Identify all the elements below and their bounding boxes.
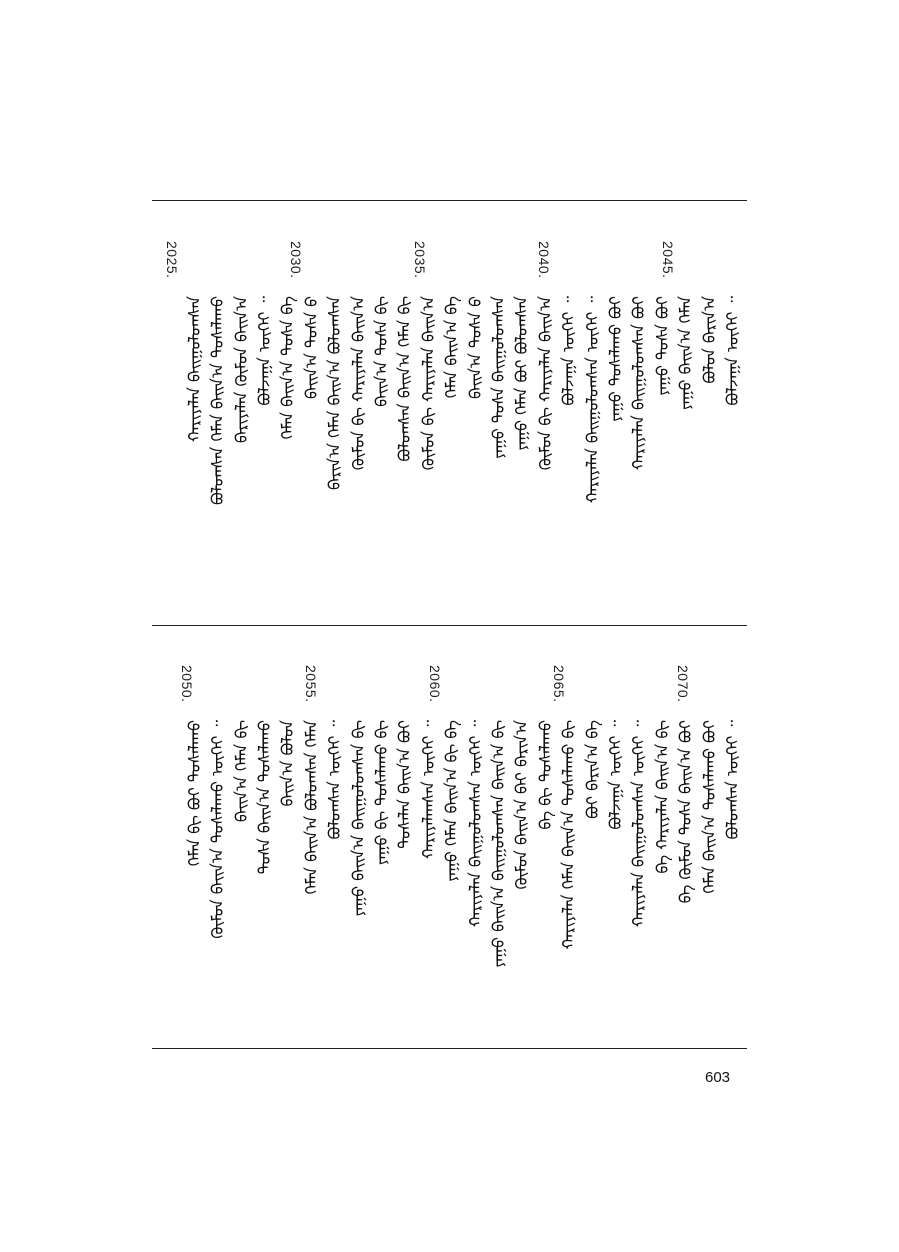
verse-line: ᠶᠠᠭᠤ ᠬᠡᠮᠡᠨ ᠪᠠᠢᠨ᠎ᠠ ᠪᠢ ᠪᠠ [442,720,462,882]
verse-line: ᠬᠠᠷᠢᠶᠠᠯᠠᠨ ᠬᠡᠮᠡᠨ ᠪᠠᠢᠨ᠎ᠠ ᠲᠤᠰᠠᠯᠠᠬᠤ ᠪᠢ [559,720,579,950]
verse-number: 2030. [288,241,304,279]
verse-line: ᠬᠡᠮᠡᠨ ᠪᠠᠢᠨ᠎ᠠ ᠲᠤᠰᠠ ᠪᠠ [278,296,298,440]
verse-line: ᠶᠠᠭᠤ ᠬᠡᠮᠡᠨ ᠪᠣᠢ ᠪᠣᠯᠤᠭᠰᠠᠨ [512,296,532,451]
verse-line: ᠪᠣᠯᠤᠭᠰᠠᠨ ᠦᠭᠡᠢ ᠃ [723,720,742,840]
verse-line: ᠶᠠᠭᠤ ᠪᠢ ᠲᠤᠰᠠᠯᠠᠬᠤ ᠪᠢ [372,720,391,866]
verse-number: 2070. [675,665,691,703]
verse-number: 2035. [412,241,428,279]
verse-number: 2060. [427,665,443,703]
verse-number: 2040. [536,241,552,279]
verse-line: ᠶᠠᠭᠤ ᠲᠤᠰᠠ ᠪᠣᠢ [652,296,672,396]
verse-number: 2055. [303,665,319,703]
verse-line: ᠪᠠᠢᠨ᠎ᠠ ᠲᠤᠰᠠ ᠪ [465,296,485,400]
page-number: 603 [705,1069,731,1086]
verse-line: ᠪᠠ ᠬᠠᠷᠢᠶᠠᠯᠠᠨ ᠪᠠᠢᠨ᠎ᠠ ᠪᠢ [652,720,672,874]
verse-line: ᠪᠠᠢᠨ᠎ᠠ ᠬᠡᠮᠡᠨ ᠪᠢ [231,720,251,823]
verse-line: ᠪᠣᠯᠵᠠᠭᠠ ᠦᠭᠡᠢ ᠃ [255,296,274,406]
verse-line: ᠪᠣᠯᠵᠠᠭᠠ ᠦᠭᠡᠢ ᠃ [723,296,742,406]
verse-line: ᠶᠠᠭᠤ ᠪᠠᠢᠨ᠎ᠠ ᠪᠠᠢᠭᠤᠯᠤᠭᠰᠠᠨ ᠪᠢ [348,720,368,917]
verse-line: ᠪᠣᠢ ᠪᠠᠷᠢᠨ᠎ᠠ ᠪᠠ [582,720,602,819]
verse-line: ᠬᠡᠮᠡᠨ ᠪᠠᠢᠨ᠎ᠠ ᠪᠠ [442,296,462,399]
verse-line: ᠬᠠᠷᠢᠶᠠᠯᠠᠨ ᠪᠠᠢᠭᠤᠯᠤᠭᠰᠠᠨ [184,296,204,443]
top-rule [152,200,747,201]
verse-line: ᠬᠠᠷᠢᠶᠠᠯᠠᠨ ᠪᠠᠢᠭᠤᠯᠤᠭᠰᠠᠨ ᠦᠭᠡᠢ ᠃ [629,720,649,928]
verse-line: ᠬᠠᠷᠢᠶᠠᠯᠠᠭᠰᠠᠨ ᠦᠭᠡᠢ ᠃ [418,720,438,860]
verse-line: ᠬᠦᠮᠦᠨ ᠪᠢ ᠬᠠᠷᠢᠶᠠᠯᠠᠨ ᠪᠠᠢᠨ᠎ᠠ [348,296,368,471]
verse-line: ᠬᠦᠮᠦᠨ ᠪᠢ ᠬᠠᠷᠢᠶᠠᠯᠠᠨ ᠪᠠᠢᠨ᠎ᠠ [535,296,555,471]
verse-line: ᠬᠦᠮᠦᠨ ᠪᠢ ᠬᠠᠷᠢᠶᠠᠯᠠᠨ ᠪᠠᠢᠨ᠎ᠠ [418,296,438,471]
verse-line: ᠬᠡᠮᠡᠨ ᠪᠢ ᠪᠣᠢ ᠲᠤᠰᠠᠯᠠᠬᠤ [184,720,204,867]
verse-line: ᠬᠠᠷᠢᠶᠠᠯᠠᠨ ᠪᠠᠢᠭᠤᠯᠤᠭᠰᠠᠨ ᠦᠭᠡᠢ ᠃ [582,296,602,504]
verse-line: ᠪᠠ ᠪᠢ ᠲᠤᠰᠠᠯᠠᠬᠤ [535,720,555,830]
verse-line: ᠶᠠᠭᠤ ᠲᠤᠰᠠ ᠪᠠᠢᠭᠤᠯᠤᠭᠰᠠᠨ [489,296,508,459]
verse-line: ᠬᠡᠮᠡᠨ ᠪᠠᠢᠨ᠎ᠠ ᠪᠣᠯᠤᠭᠰᠠᠨ ᠬᠡᠮᠡᠨ [301,720,321,895]
verse-line: ᠪᠣᠯᠤᠭᠰᠠᠨ ᠦᠭᠡᠢ ᠃ [325,720,345,840]
verse-line: ᠪᠠᠷᠢᠶᠠᠯᠠᠨ ᠬᠦᠮᠦᠨ ᠪᠠᠢᠨ᠎ᠠ [231,296,251,444]
verse-line: ᠪᠣᠯᠤᠭᠰᠠᠨ ᠬᠡᠮᠡᠨ ᠪᠠᠢᠨ᠎ᠠ ᠲᠤᠰᠠᠯᠠᠬᠤ [208,296,228,506]
verse-line: ᠪᠠᠷᠢᠨ᠎ᠠ ᠬᠡᠮᠡᠨ ᠪᠠᠢᠨ᠎ᠠ ᠪᠣᠯᠤᠭᠰᠠᠨ [325,296,345,491]
verse-number: 2045. [660,241,676,279]
middle-rule [152,625,747,626]
verse-line: ᠬᠡᠮᠡᠨ ᠪᠠᠢᠨ᠎ᠠ ᠲᠤᠰᠠᠯᠠᠬᠤ ᠪᠣᠢ [699,720,719,894]
verse-line: ᠪᠠᠢᠨ᠎ᠠ ᠲᠤᠰᠠ ᠪ [301,296,321,400]
verse-line: ᠪᠠᠢᠨ᠎ᠠ ᠪᠣᠯᠤᠨ [278,720,298,807]
verse-line: ᠬᠠᠷᠢᠶᠠᠯᠠᠨ ᠪᠠᠢᠭᠤᠯᠤᠭᠰᠠᠨ ᠦᠭᠡᠢ ᠃ [465,720,485,928]
bottom-rule [152,1048,747,1049]
verse-line: ᠪᠣᠯᠤᠨ ᠪᠠᠷᠢᠨ᠎ᠠ [699,296,719,384]
verse-line: ᠪᠠ ᠬᠦᠮᠦᠨ ᠲᠤᠰᠠ ᠪᠠᠢᠨ᠎ᠠ ᠪᠣᠢ [676,720,696,904]
verse-line: ᠬᠦᠮᠦᠨ ᠪᠠᠢᠨ᠎ᠠ ᠪᠠᠢ ᠪᠠᠷᠢᠨ᠎ᠠ [512,720,532,890]
verse-number: 2065. [551,665,567,703]
verse-line: ᠪᠠᠢᠨ᠎ᠠ ᠲᠤᠰᠠ ᠪᠢ [372,296,391,407]
verse-line: ᠲᠤᠰᠠᠯᠠᠨ ᠪᠠᠢᠨ᠎ᠠ ᠪᠣᠢ [395,720,415,849]
verse-line: ᠪᠣᠯᠵᠠᠭᠠ ᠦᠭᠡᠢ ᠃ [559,296,579,406]
verse-line: ᠶᠠᠭᠤ ᠪᠠᠢᠨ᠎ᠠ ᠬᠡᠮᠡᠨ [676,296,696,410]
verse-line: ᠪᠣᠯᠵᠠᠭᠠ ᠦᠭᠡᠢ ᠃ [606,720,625,830]
verse-line: ᠶᠠᠭᠤ ᠲᠤᠰᠠᠯᠠᠬᠤ ᠪᠣᠢ [606,296,625,422]
verse-line: ᠬᠦᠮᠦᠨ ᠪᠠᠢᠨ᠎ᠠ ᠲᠤᠰᠠᠯᠠᠬᠤ ᠦᠭᠡᠢ ᠃ [208,720,228,939]
verse-line: ᠶᠠᠭᠤ ᠪᠠᠢᠨ᠎ᠠ ᠪᠠᠢᠭᠤᠯᠤᠭᠰᠠᠨ ᠪᠠᠢᠨ᠎ᠠ ᠪᠢ [489,720,508,968]
verse-number: 2050. [179,665,195,703]
verse-line: ᠬᠠᠷᠢᠶᠠᠯᠠᠨ ᠪᠠᠢᠭᠤᠯᠤᠭᠰᠠᠨ ᠪᠣᠢ [629,296,649,471]
verse-line: ᠲᠤᠰᠠ ᠪᠠᠢᠨ᠎ᠠ ᠲᠤᠰᠠᠯᠠᠬᠤ [255,720,274,875]
verse-number: 2025. [164,241,180,279]
verse-line: ᠪᠣᠯᠤᠭᠰᠠᠨ ᠪᠠᠢᠨ᠎ᠠ ᠬᠡᠮᠡᠨ ᠪᠢ [395,296,415,462]
